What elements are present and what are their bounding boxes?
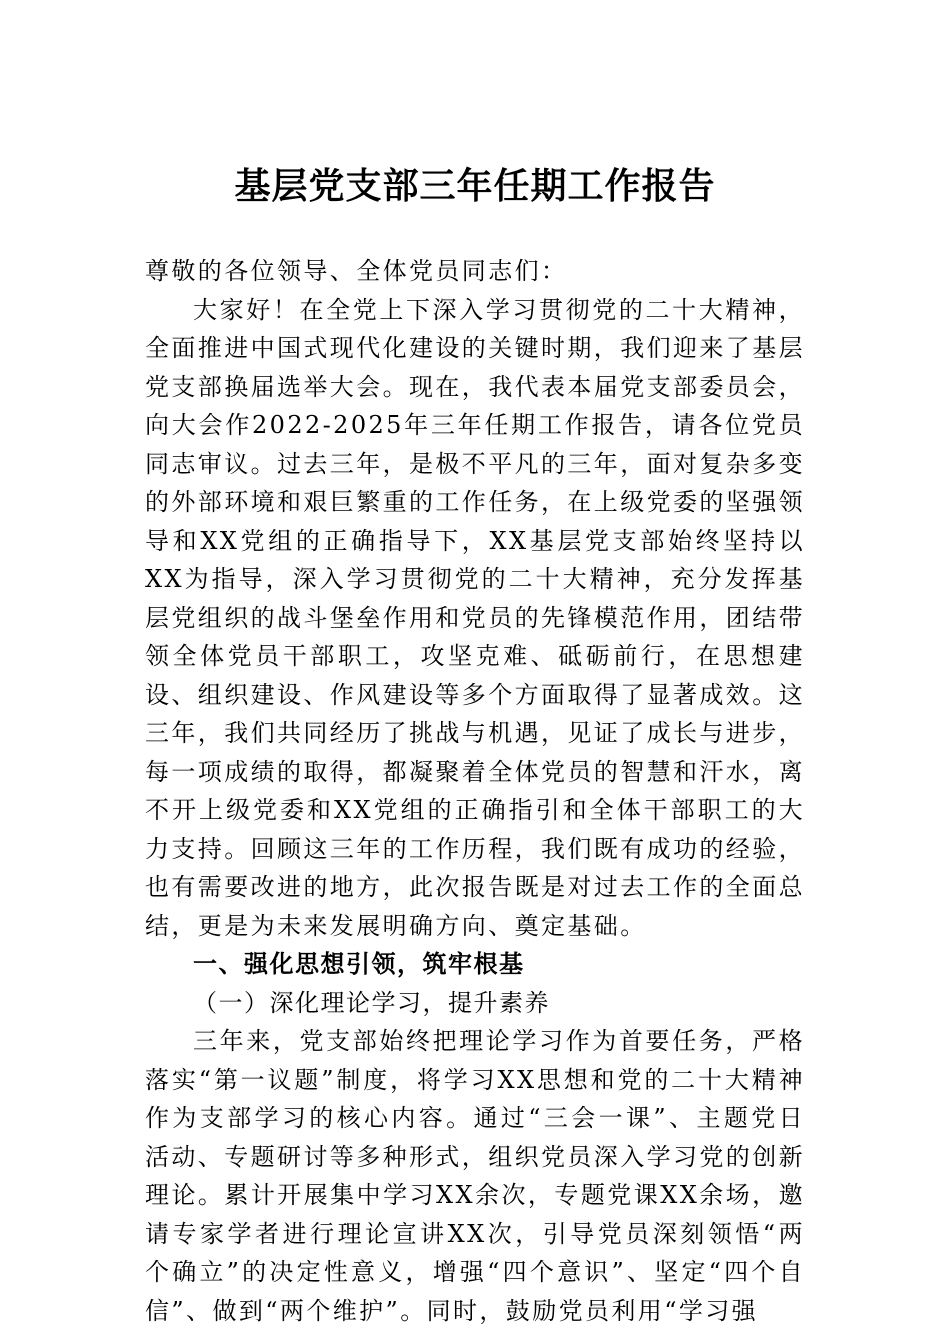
intro-paragraph: 大家好！在全党上下深入学习贯彻党的二十大精神，全面推进中国式现代化建设的关键时期，我们迎来了基层党支部换届选举大会。现在，我代表本届党支部委员会，向大会作2022-2025年三年任期工作报告，请各位党员同志审议。过去三年，是极不平凡的三年，面对复杂多变的外部环境和艰巨繁重的工作任务，在上级党委的坚强领导和XX党组的正确指导下，XX基层党支部始终坚持以XX为指导，深入学习贯彻党的二十大精神，充分发挥基层党组织的战斗堡垒作用和党员的先锋模范作用，团结带领全体党员干部职工，攻坚克难、砥砺前行，在思想建设、组织建设、作风建设等多个方面取得了显著成效。这三年，我们共同经历了挑战与机遇，见证了成长与进步，每一项成绩的取得，都凝聚着全体党员的智慧和汗水，离不开上级党委和XX党组的正确指引和全体干部职工的大力支持。回顾这三年的工作历程，我们既有成功的经验，也有需要改进的地方，此次报告既是对过去工作的全面总结，更是为未来发展明确方向、奠定基础。 — [145, 295, 805, 940]
document-title: 基层党支部三年任期工作报告 — [234, 165, 716, 207]
subsection-paragraph: 三年来，党支部始终把理论学习作为首要任务，严格落实“第一议题”制度，将学习XX思想和党的二十大精神作为支部学习的核心内容。通过“三会一课”、主题党日活动、专题研讨等多种形式，组织党员深入学习党的创新理论。累计开展集中学习XX余次，专题党课XX余场，邀请专家学者进行理论宣讲XX次，引导党员深刻领悟“两个确立”的决定性意义，增强“四个意识”、坚定“四个自信”、做到“两个维护”。同时，鼓励党员利用“学习强 — [145, 1027, 805, 1325]
subsection-heading: （一）深化理论学习，提升素养 — [193, 988, 550, 1017]
section-heading: 一、强化思想引领，筑牢根基 — [193, 950, 525, 978]
salutation: 尊敬的各位领导、全体党员同志们： — [145, 257, 568, 285]
document-body — [145, 252, 805, 1330]
